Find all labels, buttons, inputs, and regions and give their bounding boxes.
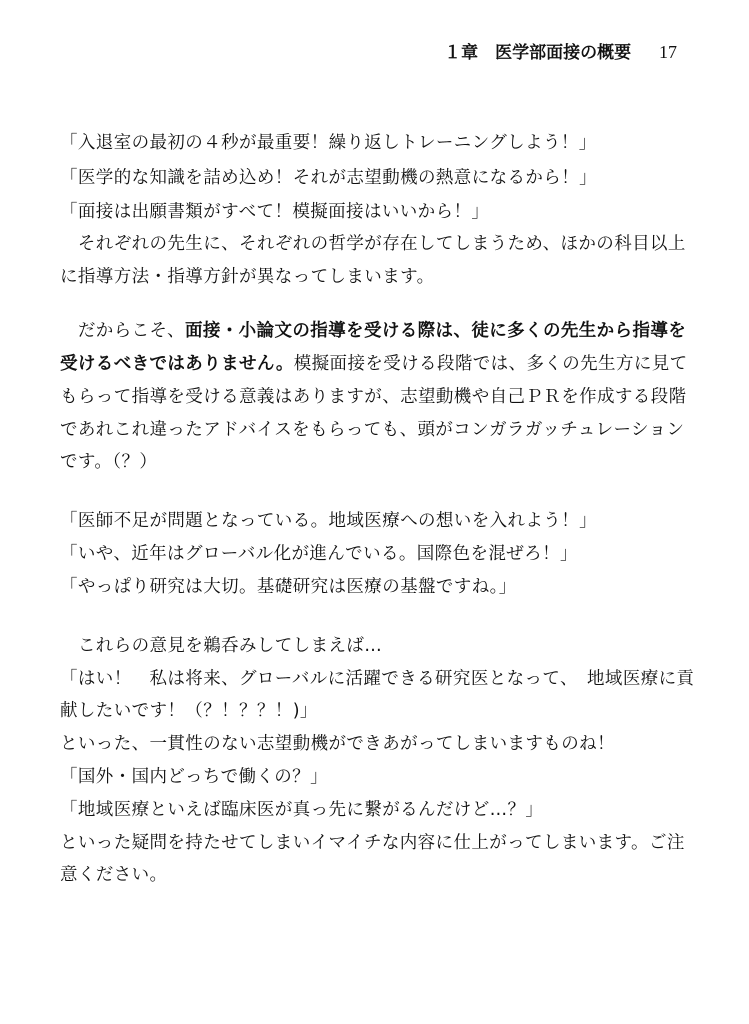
text-line: これらの意見を鵜呑みしてしまえば… [60, 636, 383, 656]
text-line: 「入退室の最初の４秒が最重要！繰り返しトレーニングしよう！」 [60, 133, 597, 153]
text-line: 「はい！ 私は将来、グローバルに活躍できる研究医となって、 地域医療に貢 [60, 669, 695, 689]
text-line: 「国外・国内どっちで働くの？」 [60, 767, 328, 787]
page-number: 17 [659, 42, 677, 62]
text-line: 献したいです！（？！？？！)」 [60, 701, 318, 721]
text-line: です。（？） [60, 452, 158, 472]
chapter-title: １章 医学部面接の概要 [444, 43, 632, 63]
text-line: 「地域医療といえば臨床医が真っ先に繋がるんだけど…？」 [60, 800, 544, 820]
text-line: 「医師不足が問題となっている。地域医療への想いを入れよう！」 [60, 511, 597, 531]
emphasis-text: 受けるべきではありません。 [60, 354, 294, 374]
text-line: に指導方法・指導方針が異なってしまいます。 [60, 267, 435, 287]
text-segment: だからこそ、 [60, 321, 185, 341]
text-line: 「面接は出願書類がすべて！模擬面接はいいから！」 [60, 202, 490, 222]
text-line: といった、一貫性のない志望動機ができあがってしまいますものね！ [60, 734, 615, 754]
text-line: といった疑問を持たせてしまいイマイチな内容に仕上がってしまいます。ご注 [60, 833, 685, 853]
running-header [444, 38, 677, 63]
text-line: 「医学的な知識を詰め込め！それが志望動機の熱意になるから！」 [60, 168, 597, 188]
text-segment: 模擬面接を受ける段階では、多くの先生方に見て [293, 354, 688, 374]
text-line: 意ください。 [60, 865, 168, 885]
text-line: 「やっぱり研究は大切。基礎研究は医療の基盤ですね。」 [60, 577, 517, 597]
emphasis-text: 面接・小論文の指導を受ける際は、徒に多くの先生から指導を [184, 321, 687, 341]
text-line: それぞれの先生に、それぞれの哲学が存在してしまうため、ほかの科目以上 [60, 234, 686, 254]
text-line: であれこれ違ったアドバイスをもらっても、頭がコンガラガッチュレーション [60, 420, 685, 440]
text-line [60, 349, 688, 379]
text-line: もらって指導を受ける意義はありますが、志望動機や自己ＰＲを作成する段階 [60, 387, 687, 407]
text-line [60, 316, 686, 346]
text-line: 「いや、近年はグローバル化が進んでいる。国際色を混ぜろ！」 [60, 544, 578, 564]
